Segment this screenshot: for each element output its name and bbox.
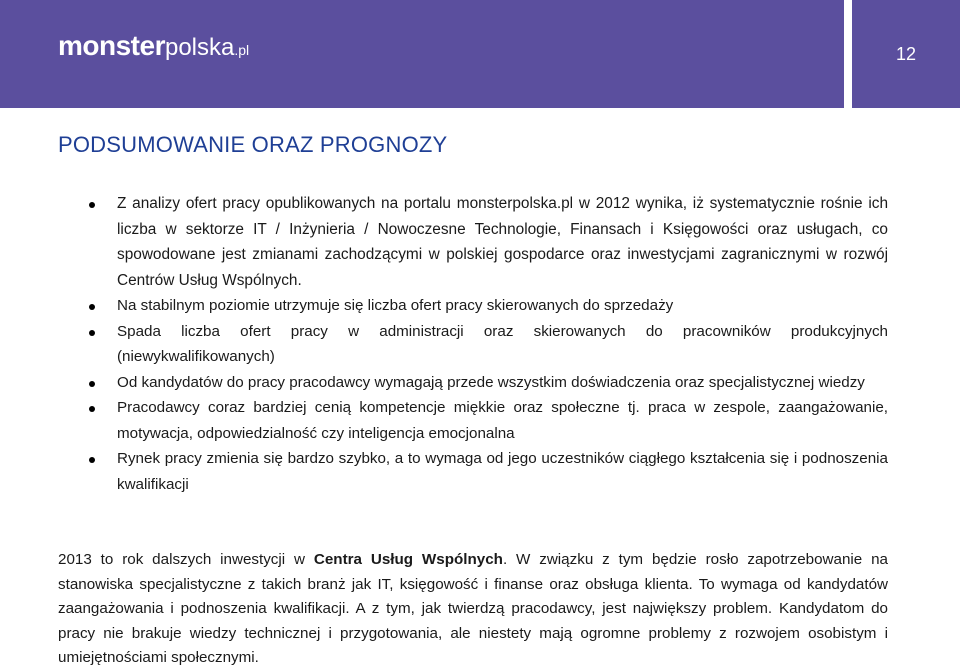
logo-monster: monster <box>58 30 165 61</box>
bullet-icon <box>89 457 95 463</box>
page-title: PODSUMOWANIE ORAZ PROGNOZY <box>58 132 448 157</box>
bullet-text: Z analizy ofert pracy opublikowanych na portalu monsterpolska.pl w 2012 wynika, iż systematycznie rośnie ich liczba w sektorze IT / Inżynieria / Nowoczesne Technologie, Finansach i Księgowości oraz usługach, co spowodowane jest zmianami zachodzącymi w polskiej gospodarce oraz inwestycjami zagranicznymi w rozwój Centrów Usług Wspólnych. <box>117 195 888 289</box>
bullet-item <box>58 370 888 396</box>
bullet-item <box>58 293 888 319</box>
bullet-item <box>58 446 888 497</box>
monsterpolska-logo <box>58 30 249 62</box>
page-number: 12 <box>895 43 917 64</box>
bullet-icon <box>89 330 95 336</box>
bullet-text: Spada liczba ofert pracy w administracji oraz skierowanych do pracowników produkcyjnych (niewykwalifikowanych) <box>117 322 888 365</box>
summary-paragraph <box>58 548 888 671</box>
bullet-text: Pracodawcy coraz bardziej cenią kompetencje miękkie oraz społeczne tj. praca w zespole, zaangażowanie, motywacja, odpowiedzialność czy inteligencja emocjonalna <box>117 399 888 442</box>
bullet-text: Rynek pracy zmienia się bardzo szybko, a to wymaga od jego uczestników ciągłego kształcenia się i podnoszenia kwalifikacji <box>117 450 888 493</box>
bullet-item <box>58 191 888 293</box>
summary-rest: . W związku z tym będzie rosło zapotrzebowanie na stanowiska specjalistyczne z takich branż jak IT, księgowość i finanse oraz obsługa klienta. To wymaga od kandydatów zaangażowania i podnoszenia kwalifikacji. A z tym, jak twierdzą pracodawcy, jest największy problem. Kandydatom do pracy nie brakuje wiedzy technicznej i przygotowania, ale niestety mają ogromne problemy z rozwojem osobistym i umiejętnościami społecznymi. <box>58 551 888 666</box>
logo-polska: polska <box>164 34 235 61</box>
bullet-item <box>58 319 888 370</box>
bullet-list <box>58 191 888 497</box>
summary-bold: Centra Usług Wspólnych <box>313 551 503 568</box>
bullet-icon <box>89 406 95 412</box>
bullet-item <box>58 395 888 446</box>
bullet-icon <box>89 202 95 208</box>
bullet-icon <box>89 304 95 310</box>
bullet-text: Na stabilnym poziomie utrzymuje się liczba ofert pracy skierowanych do sprzedaży <box>117 297 674 314</box>
logo-tld: .pl <box>234 42 250 58</box>
page-number-box <box>852 0 960 108</box>
bullet-text: Od kandydatów do pracy pracodawcy wymagają przede wszystkim doświadczenia oraz specjalistycznej wiedzy <box>117 373 865 391</box>
header-bar <box>0 0 844 108</box>
bullet-icon <box>89 381 95 387</box>
summary-intro: 2013 to rok dalszych inwestycji w <box>58 551 314 568</box>
